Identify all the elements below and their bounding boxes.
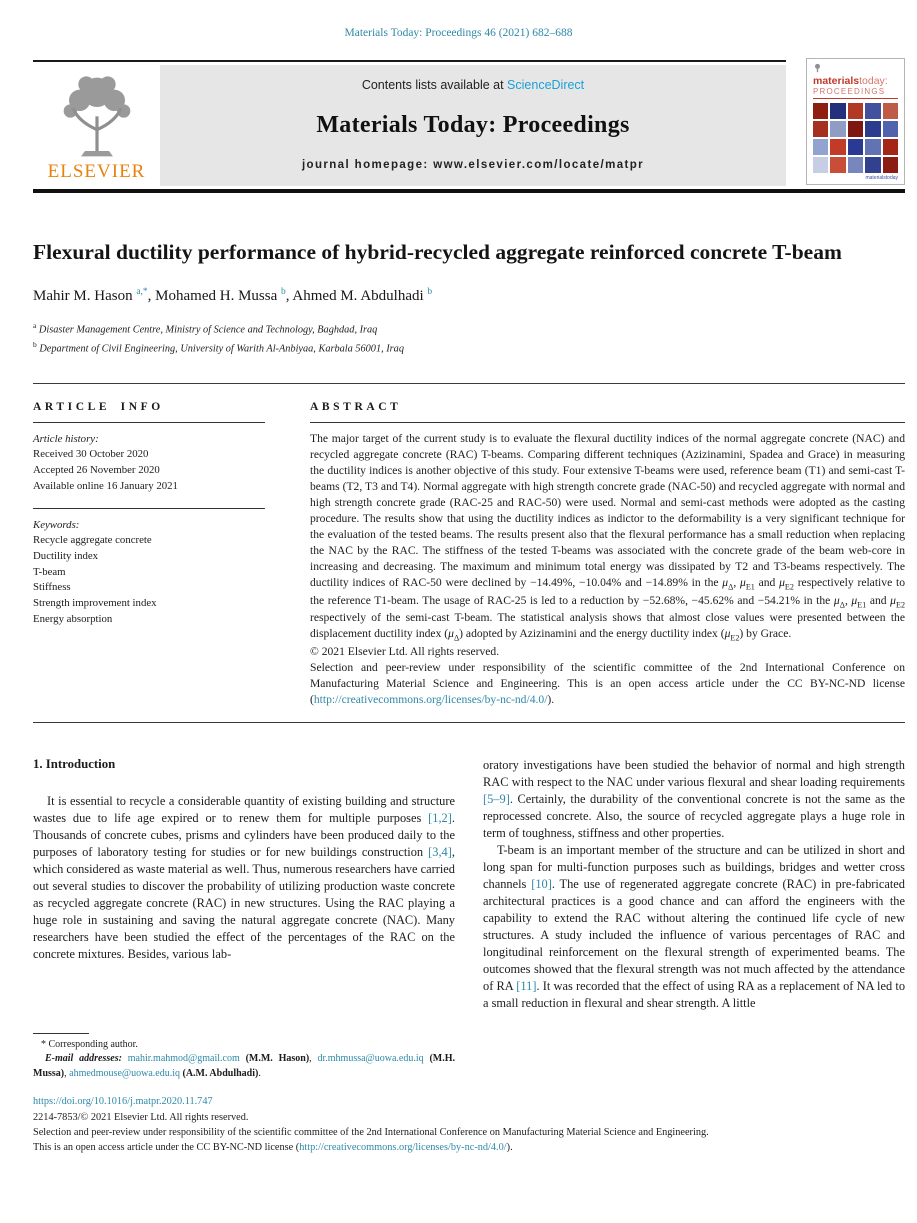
abstract-panel — [310, 401, 905, 707]
text-segment — [45, 1053, 128, 1064]
cover-tile — [883, 103, 898, 119]
article-title: Flexural ductility performance of hybrid-recycled aggregate reinforced concrete T-beam — [33, 240, 842, 264]
section-heading: 1. Introduction — [33, 757, 116, 772]
doi-link[interactable]: https://doi.org/10.1016/j.matpr.2020.11.747 — [33, 1096, 213, 1108]
text-segment: μ — [722, 576, 729, 590]
author-list: Mahir M. Hason $^{a,*}$, Mohamed H. Mussa $^b$, Ahmed M. Abdulhadi $^b$ — [33, 287, 433, 305]
inline-link[interactable]: http://creativecommons.org/licenses/by-nc-nd/4.0/ — [299, 1142, 507, 1154]
cover-tile — [848, 157, 863, 173]
text-segment: E-mail addresses: — [45, 1053, 128, 1065]
cover-tile — [813, 103, 828, 119]
journal-title: Materials Today: Proceedings — [316, 112, 630, 138]
text-segment: μ — [833, 593, 840, 607]
keywords-label: Keywords: — [33, 519, 80, 532]
keyword: Stiffness — [33, 581, 71, 594]
rule — [310, 422, 905, 423]
selection-line: Selection and peer-review under responsibility of the scientific committee of the 2nd International Conference on Manufacturing Material Science and Engineering. — [33, 1126, 709, 1138]
text-segment: E1 — [745, 582, 755, 592]
rule — [33, 422, 265, 423]
cover-tile — [865, 157, 880, 173]
masthead-left — [33, 60, 786, 186]
history-item: Received 30 October 2020 — [33, 448, 149, 461]
text-segment: E1 — [857, 599, 867, 609]
cover-tile — [865, 139, 880, 155]
keyword: Recycle aggregate concrete — [33, 534, 152, 547]
abstract-text: The major target of the current study is to evaluate the flexural ductility indices of the normal aggregate concrete (NAC) and recycled aggregate concrete (RAC) T-beams. Comparing different techniques (Azizinamini, Spadea and Grace) in measuring the ductility indices is another objective of this study. Four extensive T-beams were used, reference beam (T1) and semi-cast T-beams (T2, T3 and T4). Normal aggregate with high strength concrete grade (NAC-50) and recycled aggregate with normal and high strength concrete grade (RAC-25 and RAC-50) were used. Normal and semi-cast methods were adopted as the casting procedure. The results show that using the ductility indices as indictor to the deformability is a very significant technique for the evaluation of the tested beams. The results present also that the flexural performance has a small reduction when replacing the NAC by the RAC. The stiffness of the tested T-beams was associated with the concrete grade of the beam web-core in increasing and decreasing. The maximum and minimum total energy was dissipated by T2 and T3-beams respectively. The ductility indices of RAC-50 were declined by −14.49%, −10.04% and −14.89% in the $\mu_\Delta$, $\mu_{E1}$ and $\mu_{E2}$ respectively relative to the reference T1-beam. The usage of RAC-25 is led to a reduction by −52.68%, −45.62% and −54.21% in the $\mu_\Delta$, $\mu_{E1}$ and $\mu_{E2}$ respectively of the semi-cast T-beam. The statistical analysis shows that almost close values were presented between the displacement ductility index $(\mu_\Delta)$ adopted by Azizinamini and the energy ductility index $(\mu_{E2})$ by Grace. — [310, 432, 905, 643]
footnote-rule — [33, 1033, 89, 1034]
corresponding-author-note: * Corresponding author. — [41, 1039, 138, 1051]
body-column-left — [33, 757, 455, 1081]
inline-link[interactable]: http://creativecommons.org/licenses/by-nc-nd/4.0/ — [313, 692, 548, 706]
text-segment: b — [33, 340, 37, 350]
contents-prefix: Contents lists available at — [361, 78, 508, 92]
text-segment: (A.M. Abdulhadi) — [182, 1068, 259, 1080]
text-segment: a — [33, 321, 37, 331]
text-segment: μ — [890, 593, 896, 607]
body-paragraph: It is essential to recycle a considerable quantity of existing building and structure wastes due to life age expired or to renew them for multiple purposes [1,2]. Thousands of concrete cubes, prisms and cylinders have been produced daily to the purposes of laboratory testing for studies or for new buildings construction [3,4], which considered as waste material as well. Thus, numerous researchers have carried out several studies to discover the probability of utilizing production waste concrete as recycled aggregate concrete (RAC) in new structures. Using the RAC playing a huge role in sustaining and saving the natural aggregate concrete (NAC). Many researchers have been studied the effect of the percentages of the RAC on the concrete mixtures. Besides, various lab- — [33, 794, 455, 962]
cover-tile — [848, 121, 863, 137]
cover-tile — [865, 121, 880, 137]
article-body — [33, 757, 905, 1081]
cover-tile — [830, 103, 845, 119]
journal-citation[interactable]: Materials Today: Proceedings 46 (2021) 682–688 — [344, 27, 573, 39]
inline-link[interactable]: [10] — [531, 877, 552, 892]
cover-tile — [848, 139, 863, 155]
section-divider — [33, 722, 905, 723]
inline-link[interactable]: dr.mhmussa@uowa.edu.iq — [317, 1053, 424, 1065]
inline-link[interactable]: b — [281, 287, 286, 298]
text-segment: Δ — [453, 633, 460, 643]
body-paragraph: oratory investigations have been studied the behavior of normal and high strength RAC with respect to the NAC under various flexural and shear loading requirements [5–9]. Certainly, the durability of the conventional concrete is not the same as the reprocessed concrete. Also, the source of recycled aggregate plays a huge role in term of toughness, stiffness and other properties. — [483, 758, 905, 841]
text-segment: μ — [448, 627, 454, 641]
info-abstract-block — [33, 401, 905, 707]
article-info-heading: ARTICLE INFO — [33, 401, 164, 414]
keyword: Strength improvement index — [33, 597, 157, 610]
text-segment: μ — [851, 593, 858, 607]
email-addresses: E-mail addresses: mahir.mahmod@gmail.com (M.M. Hason), dr.mhmussa@uowa.edu.iq (M.H. Mussa), ahmedmouse@uowa.edu.iq (A.M. Abdulhadi). — [33, 1053, 456, 1080]
history-item: Accepted 26 November 2020 — [33, 463, 160, 476]
journal-cover[interactable] — [806, 58, 905, 185]
cover-tile — [813, 121, 828, 137]
footnote — [33, 1033, 455, 1081]
article-info-panel — [33, 401, 265, 707]
abstract-license: Selection and peer-review under responsibility of the scientific committee of the 2nd International Conference on Manufacturing Material Science and Engineering. This is an open access article under the CC BY-NC-ND license (http://creativecommons.org/licenses/by-nc-nd/4.0/). — [310, 660, 905, 706]
cover-tile — [848, 103, 863, 119]
cover-tile — [865, 103, 880, 119]
text-segment: μ — [779, 576, 785, 590]
body-column-right — [483, 757, 905, 1081]
affiliations — [33, 320, 905, 358]
keyword: Ductility index — [33, 550, 99, 563]
keyword: Energy absorption — [33, 612, 113, 625]
affiliation-b: $^b$ Department of Civil Engineering, University of Warith Al-Anbiyaa, Karbala 56001, Iraq — [33, 340, 404, 355]
history-label: Article history: — [33, 433, 99, 446]
rule — [33, 508, 265, 509]
inline-link[interactable]: [3,4] — [428, 845, 452, 860]
journal-homepage-line — [170, 159, 776, 171]
masthead-divider — [33, 189, 905, 193]
homepage-link[interactable]: www.elsevier.com/locate/matpr — [433, 159, 645, 171]
inline-link[interactable]: [11] — [516, 979, 537, 994]
keyword: T-beam — [33, 565, 66, 578]
cover-title-strong: materials — [813, 75, 860, 87]
abstract-heading: ABSTRACT — [310, 401, 402, 414]
cover-subtitle: PROCEEDINGS — [813, 86, 886, 96]
journal-masthead — [33, 60, 905, 186]
text-segment: E2 — [895, 599, 905, 609]
section-divider — [33, 383, 905, 384]
inline-link[interactable]: [1,2] — [428, 811, 452, 826]
cover-tile — [813, 157, 828, 173]
cover-tile — [830, 121, 845, 137]
inline-link[interactable]: a,* — [136, 287, 148, 298]
text-segment: (M.M. Hason) — [245, 1053, 310, 1065]
cover-title — [813, 76, 898, 87]
footer-license: This is an open access article under the CC BY-NC-ND license (http://creativecommons.org/licenses/by-nc-nd/4.0/). — [33, 1142, 513, 1154]
sciencedirect-link[interactable]: ScienceDirect — [507, 78, 585, 92]
cover-title-light: today: — [859, 75, 888, 87]
cover-elsevier-mark-icon — [813, 63, 822, 73]
abstract-copyright: © 2021 Elsevier Ltd. All rights reserved. — [310, 644, 500, 658]
cover-tile — [883, 157, 898, 173]
text-segment: E2 — [730, 633, 740, 643]
inline-link[interactable]: ahmedmouse@uowa.edu.iq — [69, 1068, 180, 1080]
page-footer — [33, 1094, 905, 1155]
cover-tile — [883, 139, 898, 155]
text-segment: E2 — [784, 582, 794, 592]
cover-mosaic — [813, 103, 898, 173]
cover-tile — [813, 139, 828, 155]
homepage-label: journal homepage: — [301, 159, 434, 171]
cover-tile — [883, 121, 898, 137]
cover-rule — [813, 98, 898, 99]
journal-banner — [160, 65, 786, 186]
body-paragraph: T-beam is an important member of the structure and can be utilized in short and long span for multi-function purposes such as buildings, bridges and wetter cross channels [10]. The use of regenerated aggregate concrete (RAC) in pre-fabricated architectural practices is a good chance and can afford the engineers with the capability to extend the RAC without altering the continued life cycle of new structures. A study included the influence of various percentages of RAC and longitudinal reinforcement on the flexural strength of experimented beams. The outcomes showed that the flexural strength was not much affected by the attendance of RA [11]. It was recorded that the effect of using RA as a replacement of NA led to a small reduction in flexural and shear strength. A little — [483, 843, 905, 1011]
history-item: Available online 16 January 2021 — [33, 479, 178, 492]
cover-tile — [830, 139, 845, 155]
inline-link[interactable]: [5–9] — [483, 792, 510, 807]
contents-line — [170, 78, 776, 92]
elsevier-logo[interactable] — [33, 65, 160, 186]
text-segment: μ — [740, 576, 746, 590]
text-segment: μ — [724, 627, 731, 641]
affiliation-a: $^a$ Disaster Management Centre, Ministry of Science and Technology, Baghdad, Iraq — [33, 321, 378, 336]
text-segment: Δ — [839, 599, 845, 609]
text-segment: Δ — [728, 582, 734, 592]
cover-footer: materialstoday — [865, 175, 898, 181]
elsevier-tree-icon — [56, 71, 138, 159]
cover-tile — [830, 157, 845, 173]
inline-link[interactable]: mahir.mahmod@gmail.com — [127, 1053, 240, 1065]
elsevier-wordmark: ELSEVIER — [47, 161, 146, 182]
issn-line: 2214-7853/© 2021 Elsevier Ltd. All rights reserved. — [33, 1111, 249, 1123]
inline-link[interactable]: b — [427, 287, 433, 298]
text-segment: (M.H. Mussa) — [33, 1053, 456, 1080]
